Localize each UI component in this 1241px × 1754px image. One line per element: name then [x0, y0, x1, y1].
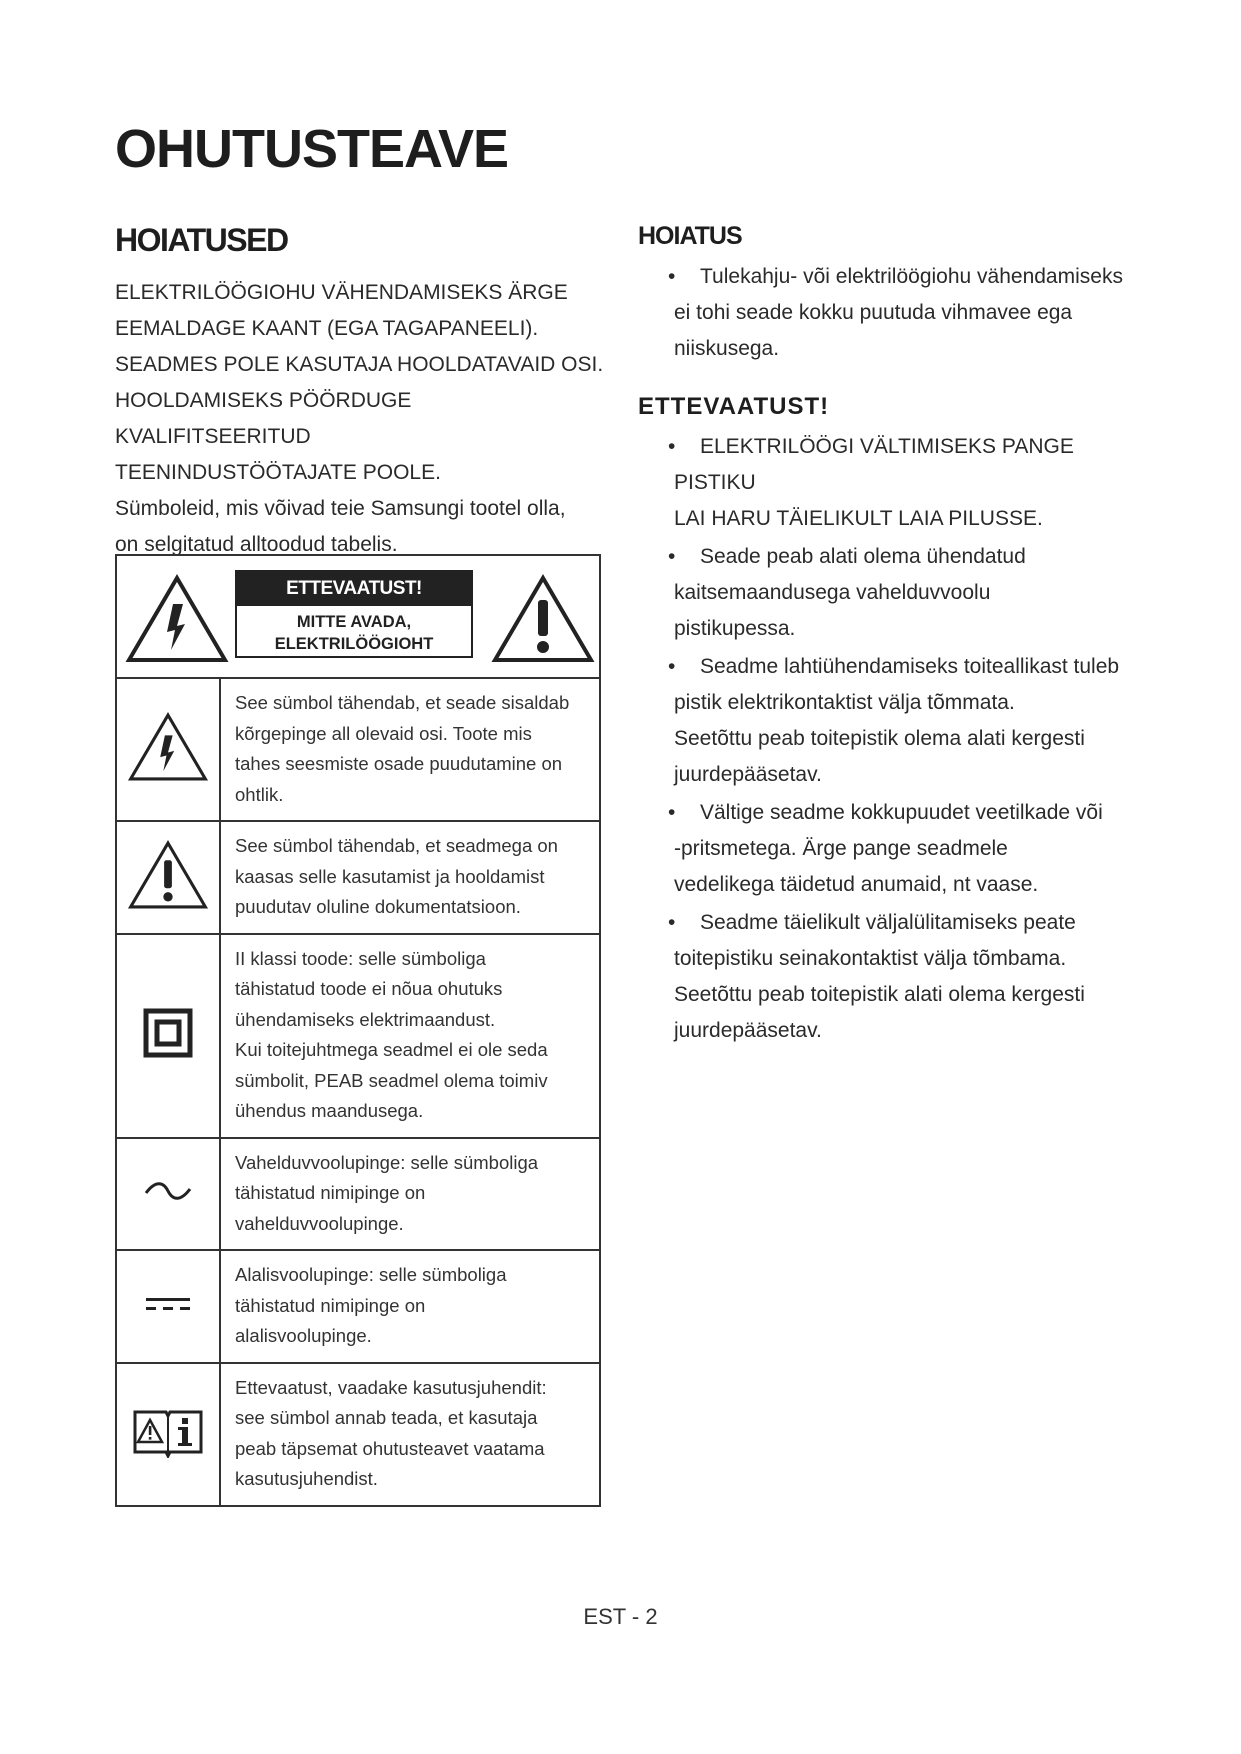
list-item: [638, 795, 1158, 903]
description-line: sümbolit, PEAB seadmel olema toimiv: [235, 1069, 548, 1091]
intro-line: ELEKTRILÖÖGIOHU VÄHENDAMISEKS ÄRGE: [115, 281, 568, 304]
intro-line: Sümboleid, mis võivad teie Samsungi tootel olla,: [115, 497, 566, 520]
table-row: [116, 821, 600, 934]
list-item: [638, 429, 1158, 537]
list-item-line: juurdepääsetav.: [674, 1019, 822, 1042]
list-item-line: ei tohi seade kokku puutuda vihmavee ega: [674, 301, 1073, 324]
table-row: [116, 678, 600, 821]
caution-label-text: [237, 606, 471, 655]
list-item-line: Seadme lahtiühendamiseks toiteallikast tuleb: [700, 655, 1120, 678]
caution-label-line: MITTE AVADA,: [296, 613, 412, 631]
description-line: Kui toitejuhtmega seadmel ei ole seda: [235, 1039, 548, 1060]
page-number: EST - 2: [583, 1604, 658, 1629]
list-item-text: [674, 795, 1158, 831]
bullet-icon: •: [668, 801, 676, 824]
page-title: OHUTUSTEAVE: [115, 119, 509, 179]
warning-heading: HOIATUS: [638, 222, 742, 250]
description-line: ühendamiseks elektrimaandust.: [235, 1008, 496, 1030]
description-line: kasutusjuhendist.: [235, 1468, 378, 1489]
table-row: [116, 934, 600, 1138]
caution-label-box: [235, 570, 473, 658]
list-item: [638, 905, 1158, 1049]
list-item-line: -pritsmetega. Ärge pange seadmele: [674, 837, 1008, 860]
table-row: [116, 1250, 600, 1363]
bullet-icon: •: [668, 911, 676, 934]
symbol-description: [220, 934, 600, 1138]
intro-line: HOOLDAMISEKS PÖÖRDUGE KVALIFITSEERITUD: [115, 389, 412, 448]
description-line: kaasas selle kasutamist ja hooldamist: [235, 865, 545, 887]
description-line: peab täpsemat ohutusteavet vaatama: [235, 1437, 545, 1459]
description-line: kõrgepinge all olevaid osi. Toote mis: [235, 722, 532, 744]
symbol-description: [220, 821, 600, 934]
list-item-line: ELEKTRILÖÖGI VÄLTIMISEKS PANGE PISTIKU: [674, 435, 1074, 494]
intro-line: TEENINDUSTÖÖTAJATE POOLE.: [115, 461, 441, 484]
symbol-description: [220, 1363, 600, 1506]
list-item-line: Vältige seadme kokkupuudet veetilkade või: [700, 801, 1103, 824]
list-item-line: Seade peab alati olema ühendatud: [700, 545, 1026, 568]
ac-wave-icon: [116, 1138, 220, 1251]
description-line: tahes seesmiste osade puudutamine on: [235, 753, 563, 774]
lightning-triangle-icon: [125, 574, 229, 669]
list-item-text: [674, 905, 1158, 941]
warning-list: [638, 259, 1158, 367]
caution-header-cell: [116, 555, 600, 678]
table-row: [116, 1138, 600, 1251]
dc-lines-icon: [116, 1250, 220, 1363]
bullet-icon: •: [668, 265, 676, 288]
list-item-line: juurdepääsetav.: [674, 763, 822, 786]
list-item-line: vedelikega täidetud anumaid, nt vaase.: [674, 873, 1039, 896]
list-item-line: toitepistiku seinakontaktist välja tõmbama.: [674, 947, 1067, 970]
description-line: Alalisvoolupinge: selle sümboliga: [235, 1264, 507, 1285]
list-item-line: kaitsemaandusega vahelduvvoolu: [674, 581, 991, 604]
double-square-icon: [116, 934, 220, 1138]
table-row: [116, 1363, 600, 1506]
list-item-text: [674, 429, 1158, 501]
list-item-text: [674, 259, 1158, 295]
list-item-line: Seadme täielikult väljalülitamiseks peate: [700, 911, 1076, 934]
caution-label-line: ELEKTRILÖÖGIOHT: [274, 635, 434, 653]
description-line: See sümbol tähendab, et seadmega on: [235, 835, 558, 856]
symbol-description: [220, 1138, 600, 1251]
intro-line: on selgitatud alltoodud tabelis.: [115, 533, 398, 556]
caution-heading: ETTEVAATUST!: [638, 393, 830, 420]
exclamation-triangle-icon: [491, 574, 595, 669]
description-line: see sümbol annab teada, et kasutaja: [235, 1407, 538, 1428]
intro-line: EEMALDAGE KAANT (EGA TAGAPANEELI).: [115, 317, 539, 340]
bullet-icon: •: [668, 545, 676, 568]
description-line: alalisvoolupinge.: [235, 1325, 372, 1346]
caution-list: [638, 429, 1158, 1049]
symbols-table: [115, 554, 601, 1507]
warnings-intro: [115, 275, 605, 563]
description-line: tähistatud toode ei nõua ohutuks: [235, 978, 503, 999]
list-item-line: Tulekahju- või elektrilöögiohu vähendamiseks: [700, 265, 1123, 288]
list-item: [638, 539, 1158, 647]
warnings-heading: HOIATUSED: [115, 222, 288, 258]
list-item-line: Seetõttu peab toitepistik olema alati kergesti: [674, 727, 1085, 750]
manual-info-icon: [116, 1363, 220, 1506]
list-item-text: [674, 649, 1158, 685]
description-line: vahelduvvoolupinge.: [235, 1212, 404, 1234]
list-item-line: Seetõttu peab toitepistik alati olema kergesti: [674, 983, 1085, 1006]
list-item-line: niiskusega.: [674, 337, 780, 360]
list-item-line: pistik elektrikontaktist välja tõmmata.: [674, 691, 1015, 714]
symbol-description: [220, 1250, 600, 1363]
description-line: puudutav oluline dokumentatsioon.: [235, 896, 521, 917]
left-column: [115, 222, 605, 563]
description-line: See sümbol tähendab, et seade sisaldab: [235, 692, 570, 713]
description-line: tähistatud nimipinge on: [235, 1294, 426, 1316]
table-header-row: [116, 555, 600, 678]
intro-line: SEADMES POLE KASUTAJA HOOLDATAVAID OSI.: [115, 353, 604, 376]
list-item-line: pistikupessa.: [674, 617, 796, 640]
caution-label-title: ETTEVAATUST!: [237, 572, 471, 606]
list-item: [638, 259, 1158, 367]
bullet-icon: •: [668, 435, 676, 458]
description-line: tähistatud nimipinge on: [235, 1182, 426, 1203]
lightning-triangle-icon: [116, 678, 220, 821]
description-line: ühendus maandusega.: [235, 1100, 424, 1121]
list-item-text: [674, 539, 1158, 575]
description-line: Ettevaatust, vaadake kasutusjuhendit:: [235, 1376, 547, 1398]
description-line: Vahelduvvoolupinge: selle sümboliga: [235, 1151, 539, 1173]
exclamation-triangle-icon: [116, 821, 220, 934]
description-line: II klassi toode: selle sümboliga: [235, 947, 486, 969]
list-item: [638, 649, 1158, 793]
right-column: [638, 222, 1158, 1051]
bullet-icon: •: [668, 655, 676, 678]
description-line: ohtlik.: [235, 783, 284, 805]
list-item-line: LAI HARU TÄIELIKULT LAIA PILUSSE.: [674, 507, 1043, 530]
symbol-description: [220, 678, 600, 821]
